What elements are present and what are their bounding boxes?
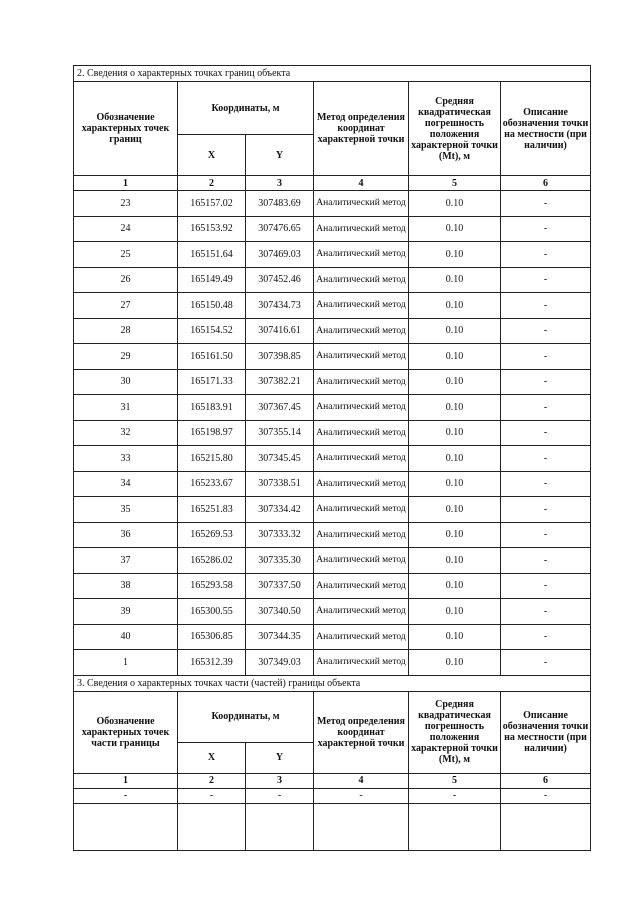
cell-error: 0.10 bbox=[409, 267, 501, 293]
table-row bbox=[74, 446, 591, 472]
cell-designation: 33 bbox=[74, 446, 178, 472]
empty-cell bbox=[409, 803, 501, 850]
cell-designation: 26 bbox=[74, 267, 178, 293]
cell-description: - bbox=[501, 293, 591, 319]
cell-y: 307344.35 bbox=[246, 624, 314, 650]
cell-description: - bbox=[501, 446, 591, 472]
table-row bbox=[74, 242, 591, 268]
cell-description: - bbox=[501, 267, 591, 293]
cell-description: - bbox=[501, 624, 591, 650]
cell-method: Аналитический метод bbox=[314, 548, 409, 574]
table-row bbox=[74, 267, 591, 293]
cell-x: 165183.91 bbox=[178, 395, 246, 421]
empty-cell bbox=[246, 803, 314, 850]
col-number: 2 bbox=[178, 176, 246, 191]
header-coords: Координаты, м bbox=[178, 82, 314, 135]
cell-designation: 29 bbox=[74, 344, 178, 370]
cell-method: Аналитический метод bbox=[314, 318, 409, 344]
header-method: Метод определения координат характерной точки bbox=[314, 82, 409, 176]
cell-y: 307416.61 bbox=[246, 318, 314, 344]
cell-description: - bbox=[501, 471, 591, 497]
cell-method: Аналитический метод bbox=[314, 573, 409, 599]
cell-y: 307382.21 bbox=[246, 369, 314, 395]
cell-y: 307452.46 bbox=[246, 267, 314, 293]
table-row bbox=[74, 293, 591, 319]
cell-y: 307335.30 bbox=[246, 548, 314, 574]
cell-x: 165157.02 bbox=[178, 191, 246, 217]
cell-designation: 23 bbox=[74, 191, 178, 217]
cell-method: Аналитический метод bbox=[314, 624, 409, 650]
cell-designation: 38 bbox=[74, 573, 178, 599]
header-error: Средняя квадратическая погрешность положения характерной точки (Mt), м bbox=[409, 691, 501, 773]
cell-y: 307337.50 bbox=[246, 573, 314, 599]
header-x: X bbox=[178, 742, 246, 773]
cell-error: - bbox=[409, 788, 501, 803]
cell-x: 165153.92 bbox=[178, 216, 246, 242]
col-number: 3 bbox=[246, 773, 314, 788]
cell-method: Аналитический метод bbox=[314, 242, 409, 268]
cell-method: Аналитический метод bbox=[314, 293, 409, 319]
cell-error: 0.10 bbox=[409, 242, 501, 268]
col-number: 1 bbox=[74, 176, 178, 191]
table-row bbox=[74, 573, 591, 599]
cell-designation: 40 bbox=[74, 624, 178, 650]
table-row bbox=[74, 471, 591, 497]
col-number: 4 bbox=[314, 176, 409, 191]
cell-method: Аналитический метод bbox=[314, 344, 409, 370]
cell-description: - bbox=[501, 420, 591, 446]
cell-designation: - bbox=[74, 788, 178, 803]
table-row bbox=[74, 369, 591, 395]
table-row bbox=[74, 548, 591, 574]
cell-error: 0.10 bbox=[409, 293, 501, 319]
cell-x: 165251.83 bbox=[178, 497, 246, 523]
table-row bbox=[74, 522, 591, 548]
cell-y: 307483.69 bbox=[246, 191, 314, 217]
cell-x: 165149.49 bbox=[178, 267, 246, 293]
cell-error: 0.10 bbox=[409, 318, 501, 344]
empty-cell bbox=[178, 803, 246, 850]
cell-error: 0.10 bbox=[409, 573, 501, 599]
cell-y: 307367.45 bbox=[246, 395, 314, 421]
cell-method: Аналитический метод bbox=[314, 420, 409, 446]
cell-designation: 1 bbox=[74, 650, 178, 676]
section2-table bbox=[73, 65, 591, 676]
table-row bbox=[74, 650, 591, 676]
cell-method: Аналитический метод bbox=[314, 650, 409, 676]
cell-error: 0.10 bbox=[409, 344, 501, 370]
col-number: 1 bbox=[74, 773, 178, 788]
cell-y: 307469.03 bbox=[246, 242, 314, 268]
table-row bbox=[74, 497, 591, 523]
table-row bbox=[74, 318, 591, 344]
cell-error: 0.10 bbox=[409, 548, 501, 574]
header-description: Описание обозначения точки на местности (при наличии) bbox=[501, 82, 591, 176]
cell-method: Аналитический метод bbox=[314, 522, 409, 548]
cell-designation: 27 bbox=[74, 293, 178, 319]
cell-error: 0.10 bbox=[409, 650, 501, 676]
header-method: Метод определения координат характерной точки bbox=[314, 691, 409, 773]
cell-designation: 25 bbox=[74, 242, 178, 268]
header-y: Y bbox=[246, 742, 314, 773]
cell-designation: 30 bbox=[74, 369, 178, 395]
column-numbers-row bbox=[74, 176, 591, 191]
table-row bbox=[74, 216, 591, 242]
cell-designation: 39 bbox=[74, 599, 178, 625]
cell-description: - bbox=[501, 522, 591, 548]
cell-y: 307355.14 bbox=[246, 420, 314, 446]
cell-y: 307349.03 bbox=[246, 650, 314, 676]
cell-x: 165151.64 bbox=[178, 242, 246, 268]
cell-description: - bbox=[501, 369, 591, 395]
cell-error: 0.10 bbox=[409, 446, 501, 472]
table-row bbox=[74, 599, 591, 625]
cell-x: 165150.48 bbox=[178, 293, 246, 319]
cell-description: - bbox=[501, 599, 591, 625]
cell-x: 165293.58 bbox=[178, 573, 246, 599]
cell-description: - bbox=[501, 788, 591, 803]
table-row bbox=[74, 420, 591, 446]
col-number: 4 bbox=[314, 773, 409, 788]
header-description: Описание обозначения точки на местности (при наличии) bbox=[501, 691, 591, 773]
cell-method: Аналитический метод bbox=[314, 471, 409, 497]
cell-designation: 35 bbox=[74, 497, 178, 523]
cell-designation: 28 bbox=[74, 318, 178, 344]
cell-error: 0.10 bbox=[409, 395, 501, 421]
cell-x: 165198.97 bbox=[178, 420, 246, 446]
cell-error: 0.10 bbox=[409, 599, 501, 625]
cell-y: 307334.42 bbox=[246, 497, 314, 523]
cell-y: 307476.65 bbox=[246, 216, 314, 242]
cell-designation: 24 bbox=[74, 216, 178, 242]
cell-x: 165215.80 bbox=[178, 446, 246, 472]
cell-y: 307398.85 bbox=[246, 344, 314, 370]
section3-title: 3. Сведения о характерных точках части (частей) границы объекта bbox=[74, 675, 591, 691]
cell-description: - bbox=[501, 548, 591, 574]
cell-method: Аналитический метод bbox=[314, 369, 409, 395]
cell-method: Аналитический метод bbox=[314, 191, 409, 217]
cell-designation: 36 bbox=[74, 522, 178, 548]
table-row bbox=[74, 788, 591, 803]
table-row bbox=[74, 395, 591, 421]
cell-designation: 34 bbox=[74, 471, 178, 497]
col-number: 3 bbox=[246, 176, 314, 191]
col-number: 6 bbox=[501, 176, 591, 191]
header-designation: Обозначение характерных точек границ bbox=[74, 82, 178, 176]
col-number: 6 bbox=[501, 773, 591, 788]
cell-error: 0.10 bbox=[409, 471, 501, 497]
cell-error: 0.10 bbox=[409, 522, 501, 548]
empty-cell bbox=[74, 803, 178, 850]
cell-description: - bbox=[501, 318, 591, 344]
cell-method: - bbox=[314, 788, 409, 803]
cell-x: 165286.02 bbox=[178, 548, 246, 574]
cell-description: - bbox=[501, 395, 591, 421]
cell-y: 307333.32 bbox=[246, 522, 314, 548]
cell-method: Аналитический метод bbox=[314, 446, 409, 472]
cell-method: Аналитический метод bbox=[314, 497, 409, 523]
cell-x: 165306.85 bbox=[178, 624, 246, 650]
cell-description: - bbox=[501, 242, 591, 268]
header-designation: Обозначение характерных точек части границы bbox=[74, 691, 178, 773]
cell-designation: 31 bbox=[74, 395, 178, 421]
cell-x: 165171.33 bbox=[178, 369, 246, 395]
cell-error: 0.10 bbox=[409, 191, 501, 217]
table-row bbox=[74, 624, 591, 650]
cell-method: Аналитический метод bbox=[314, 216, 409, 242]
cell-error: 0.10 bbox=[409, 624, 501, 650]
cell-designation: 32 bbox=[74, 420, 178, 446]
cell-description: - bbox=[501, 344, 591, 370]
cell-y: 307434.73 bbox=[246, 293, 314, 319]
cell-x: 165233.67 bbox=[178, 471, 246, 497]
cell-x: - bbox=[178, 788, 246, 803]
cell-error: 0.10 bbox=[409, 216, 501, 242]
cell-x: 165269.53 bbox=[178, 522, 246, 548]
col-number: 2 bbox=[178, 773, 246, 788]
cell-x: 165300.55 bbox=[178, 599, 246, 625]
cell-x: 165161.50 bbox=[178, 344, 246, 370]
col-number: 5 bbox=[409, 773, 501, 788]
section2-title: 2. Сведения о характерных точках границ объекта bbox=[74, 66, 591, 82]
empty-cell bbox=[314, 803, 409, 850]
cell-error: 0.10 bbox=[409, 497, 501, 523]
section2-rows bbox=[74, 191, 591, 676]
empty-row bbox=[74, 803, 591, 850]
cell-description: - bbox=[501, 497, 591, 523]
header-x: X bbox=[178, 135, 246, 176]
header-error: Средняя квадратическая погрешность положения характерной точки (Mt), м bbox=[409, 82, 501, 176]
cell-x: 165154.52 bbox=[178, 318, 246, 344]
cell-y: 307338.51 bbox=[246, 471, 314, 497]
header-y: Y bbox=[246, 135, 314, 176]
table-row bbox=[74, 344, 591, 370]
cell-x: 165312.39 bbox=[178, 650, 246, 676]
table-row bbox=[74, 191, 591, 217]
section3-table bbox=[73, 675, 591, 851]
header-coords: Координаты, м bbox=[178, 691, 314, 742]
cell-y: 307345.45 bbox=[246, 446, 314, 472]
cell-designation: 37 bbox=[74, 548, 178, 574]
cell-description: - bbox=[501, 650, 591, 676]
col-number: 5 bbox=[409, 176, 501, 191]
cell-method: Аналитический метод bbox=[314, 599, 409, 625]
document-sheet bbox=[73, 65, 590, 851]
cell-error: 0.10 bbox=[409, 369, 501, 395]
cell-description: - bbox=[501, 191, 591, 217]
cell-method: Аналитический метод bbox=[314, 267, 409, 293]
cell-y: 307340.50 bbox=[246, 599, 314, 625]
cell-description: - bbox=[501, 573, 591, 599]
column-numbers-row bbox=[74, 773, 591, 788]
cell-error: 0.10 bbox=[409, 420, 501, 446]
cell-description: - bbox=[501, 216, 591, 242]
empty-cell bbox=[501, 803, 591, 850]
cell-method: Аналитический метод bbox=[314, 395, 409, 421]
cell-y: - bbox=[246, 788, 314, 803]
